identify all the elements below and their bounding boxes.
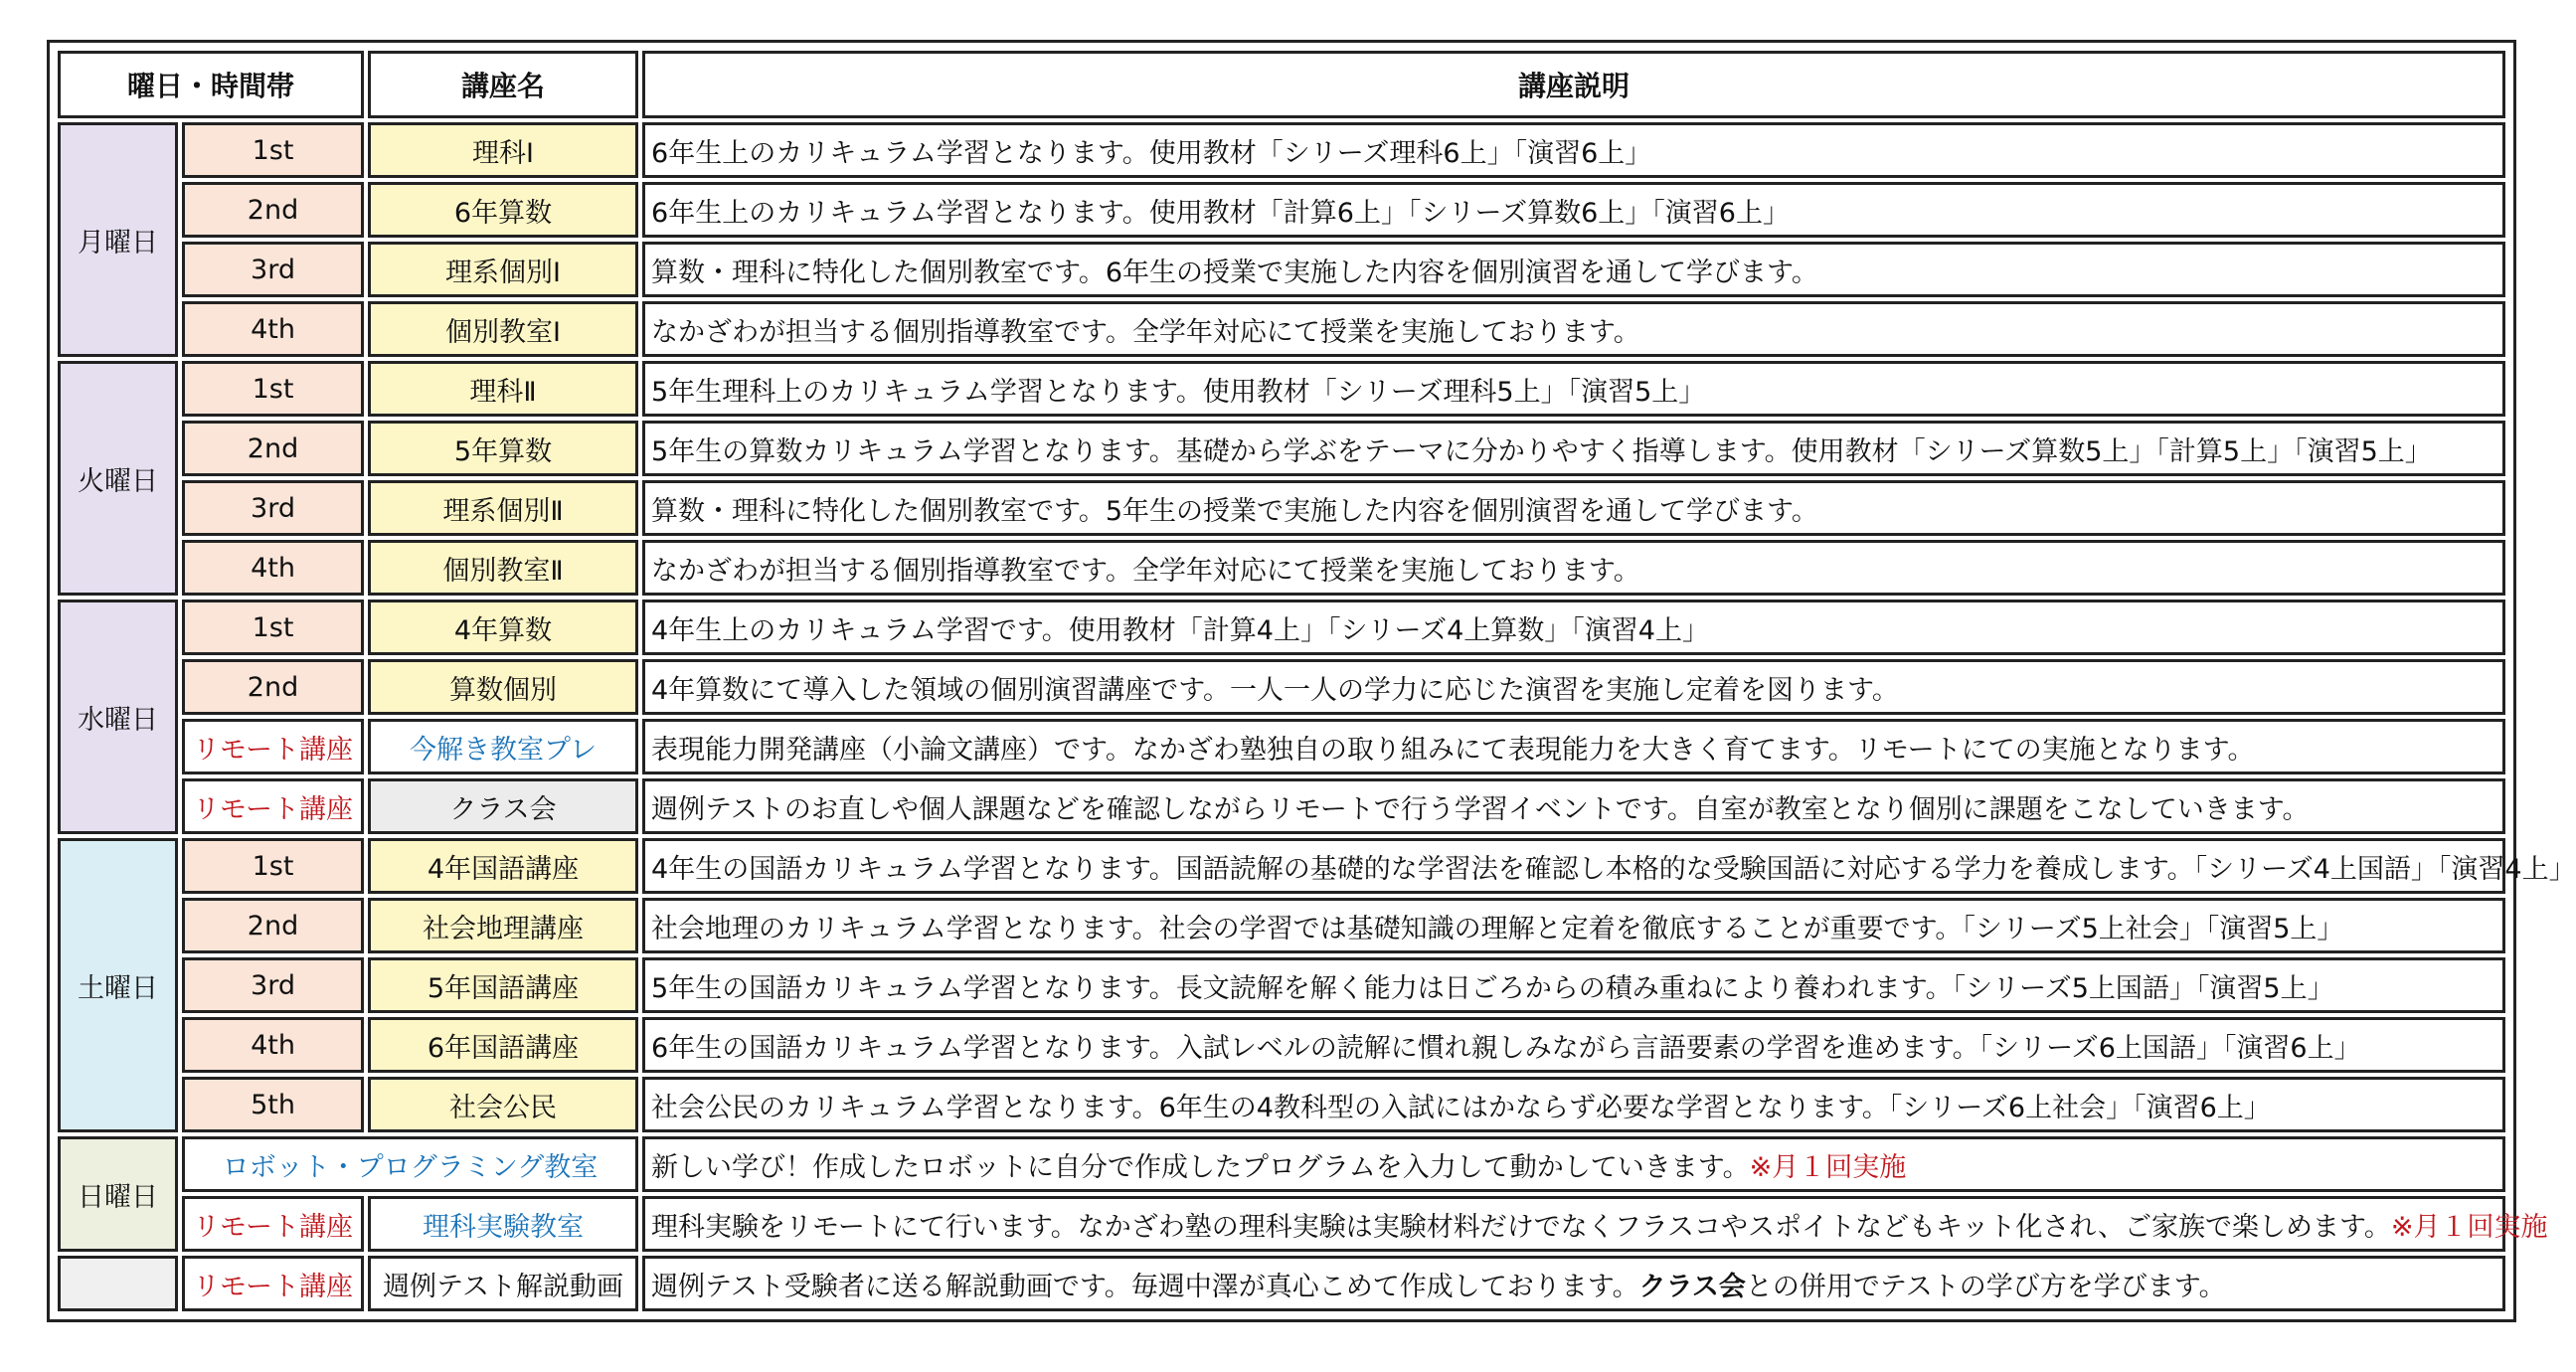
time-slot: 4th (182, 301, 364, 357)
day-tuesday: 火曜日 (58, 361, 178, 596)
course-description: 6年生上のカリキュラム学習となります。使用教材「計算6上」「シリーズ算数6上」「演習6上」 (642, 182, 2505, 238)
table-row (58, 659, 2505, 715)
table-row (58, 778, 2505, 834)
course-name: 社会地理講座 (368, 898, 638, 953)
description-text: 理科実験をリモートにて行います。なかざわ塾の理科実験は実験材料だけでなくフラスコやスポイトなどもキット化され、ご家族で楽しめます。 (651, 1211, 2391, 1243)
description-text: 新しい学び！作成したロボットに自分で作成したプログラムを入力して動かしていきます。 (651, 1151, 1750, 1183)
table-row (58, 242, 2505, 297)
course-name: 理科Ⅰ (368, 122, 638, 178)
table-row (58, 361, 2505, 417)
course-description (642, 1196, 2548, 1252)
course-description: 算数・理科に特化した個別教室です。6年生の授業で実施した内容を個別演習を通して学びます。 (642, 242, 2505, 297)
table-row (58, 421, 2505, 476)
time-slot: 1st (182, 838, 364, 894)
course-description: 5年生の国語カリキュラム学習となります。長文読解を解く能力は日ごろからの積み重ねにより養われます。「シリーズ5上国語」「演習5上」 (642, 957, 2505, 1013)
table-row (58, 182, 2505, 238)
course-name: ロボット・プログラミング教室 (182, 1136, 638, 1192)
table-row (58, 957, 2505, 1013)
table-row (58, 838, 2505, 894)
table-row (58, 1136, 2505, 1192)
remote-course-label: リモート講座 (182, 1196, 364, 1252)
class-meeting-emphasis: クラス会 (1638, 1271, 1746, 1302)
course-description: 算数・理科に特化した個別教室です。5年生の授業で実施した内容を個別演習を通して学びます。 (642, 480, 2505, 536)
course-name: 6年国語講座 (368, 1017, 638, 1073)
time-slot: 1st (182, 600, 364, 655)
course-schedule-table (54, 47, 2576, 1315)
course-name: 社会公民 (368, 1077, 638, 1132)
course-description: 週例テストのお直しや個人課題などを確認しながらリモートで行う学習イベントです。自室が教室となり個別に課題をこなしていきます。 (642, 778, 2505, 834)
table-row (58, 301, 2505, 357)
header-course: 講座名 (368, 51, 638, 118)
course-name: 6年算数 (368, 182, 638, 238)
remote-course-label: リモート講座 (182, 1256, 364, 1311)
course-name: 個別教室Ⅱ (368, 540, 638, 596)
table-row (58, 600, 2505, 655)
course-description (642, 1256, 2505, 1311)
table-row (58, 1256, 2505, 1311)
course-description: 4年算数にて導入した領域の個別演習講座です。一人一人の学力に応じた演習を実施し定着を図ります。 (642, 659, 2505, 715)
time-slot: 1st (182, 361, 364, 417)
course-description: 6年生上のカリキュラム学習となります。使用教材「シリーズ理科6上」「演習6上」 (642, 122, 2505, 178)
course-description: なかざわが担当する個別指導教室です。全学年対応にて授業を実施しております。 (642, 540, 2505, 596)
monthly-note: ※月１回実施 (1749, 1151, 1907, 1183)
time-slot: 2nd (182, 421, 364, 476)
table-row (58, 540, 2505, 596)
course-description: 4年生上のカリキュラム学習です。使用教材「計算4上」「シリーズ4上算数」「演習4上」 (642, 600, 2505, 655)
day-monday: 月曜日 (58, 122, 178, 357)
course-name: 理科Ⅱ (368, 361, 638, 417)
course-name: 個別教室Ⅰ (368, 301, 638, 357)
schedule-frame (47, 40, 2576, 1322)
table-row (58, 1196, 2505, 1252)
course-description: 4年生の国語カリキュラム学習となります。国語読解の基礎的な学習法を確認し本格的な受験国語に対応する学力を養成します。「シリーズ4上国語」「演習4上」 (642, 838, 2505, 894)
time-slot: 3rd (182, 480, 364, 536)
day-wednesday: 水曜日 (58, 600, 178, 834)
table-row (58, 1077, 2505, 1132)
description-text: 週例テスト受験者に送る解説動画です。毎週中澤が真心こめて作成しております。 (651, 1271, 1639, 1302)
time-slot: 4th (182, 540, 364, 596)
course-description: 社会地理のカリキュラム学習となります。社会の学習では基礎知識の理解と定着を徹底することが重要です。「シリーズ5上社会」「演習5上」 (642, 898, 2505, 953)
time-slot: 2nd (182, 182, 364, 238)
course-description: 6年生の国語カリキュラム学習となります。入試レベルの読解に慣れ親しみながら言語要素の学習を進めます。「シリーズ6上国語」「演習6上」 (642, 1017, 2505, 1073)
course-name: 4年国語講座 (368, 838, 638, 894)
time-slot: 5th (182, 1077, 364, 1132)
course-name: 算数個別 (368, 659, 638, 715)
table-row (58, 1017, 2505, 1073)
day-saturday: 土曜日 (58, 838, 178, 1132)
course-name: 4年算数 (368, 600, 638, 655)
course-description: なかざわが担当する個別指導教室です。全学年対応にて授業を実施しております。 (642, 301, 2505, 357)
course-description (642, 1136, 2505, 1192)
course-name: 理科実験教室 (368, 1196, 638, 1252)
table-row (58, 719, 2505, 774)
course-description: 表現能力開発講座（小論文講座）です。なかざわ塾独自の取り組みにて表現能力を大きく育てます。リモートにての実施となります。 (642, 719, 2505, 774)
day-sunday: 日曜日 (58, 1136, 178, 1252)
day-blank (58, 1256, 178, 1311)
course-name: 週例テスト解説動画 (368, 1256, 638, 1311)
course-name: 理系個別Ⅱ (368, 480, 638, 536)
remote-course-label: リモート講座 (182, 778, 364, 834)
header-row (58, 51, 2505, 118)
time-slot: 4th (182, 1017, 364, 1073)
table-row (58, 122, 2505, 178)
header-description: 講座説明 (642, 51, 2505, 118)
remote-course-label: リモート講座 (182, 719, 364, 774)
time-slot: 1st (182, 122, 364, 178)
course-description: 5年生理科上のカリキュラム学習となります。使用教材「シリーズ理科5上」「演習5上」 (642, 361, 2505, 417)
monthly-note: ※月１回実施 (2390, 1211, 2548, 1243)
time-slot: 2nd (182, 659, 364, 715)
course-description: 5年生の算数カリキュラム学習となります。基礎から学ぶをテーマに分かりやすく指導します。使用教材「シリーズ算数5上」「計算5上」「演習5上」 (642, 421, 2505, 476)
time-slot: 3rd (182, 957, 364, 1013)
header-day-time: 曜日・時間帯 (58, 51, 364, 118)
course-name: 今解き教室プレ (368, 719, 638, 774)
course-description: 社会公民のカリキュラム学習となります。6年生の4教科型の入試にはかならず必要な学習となります。「シリーズ6上社会」「演習6上」 (642, 1077, 2505, 1132)
time-slot: 2nd (182, 898, 364, 953)
description-text: との併用でテストの学び方を学びます。 (1745, 1271, 2226, 1302)
course-name: 理系個別Ⅰ (368, 242, 638, 297)
table-row (58, 480, 2505, 536)
course-name: 5年算数 (368, 421, 638, 476)
time-slot: 3rd (182, 242, 364, 297)
course-name: 5年国語講座 (368, 957, 638, 1013)
course-name: クラス会 (368, 778, 638, 834)
table-row (58, 898, 2505, 953)
